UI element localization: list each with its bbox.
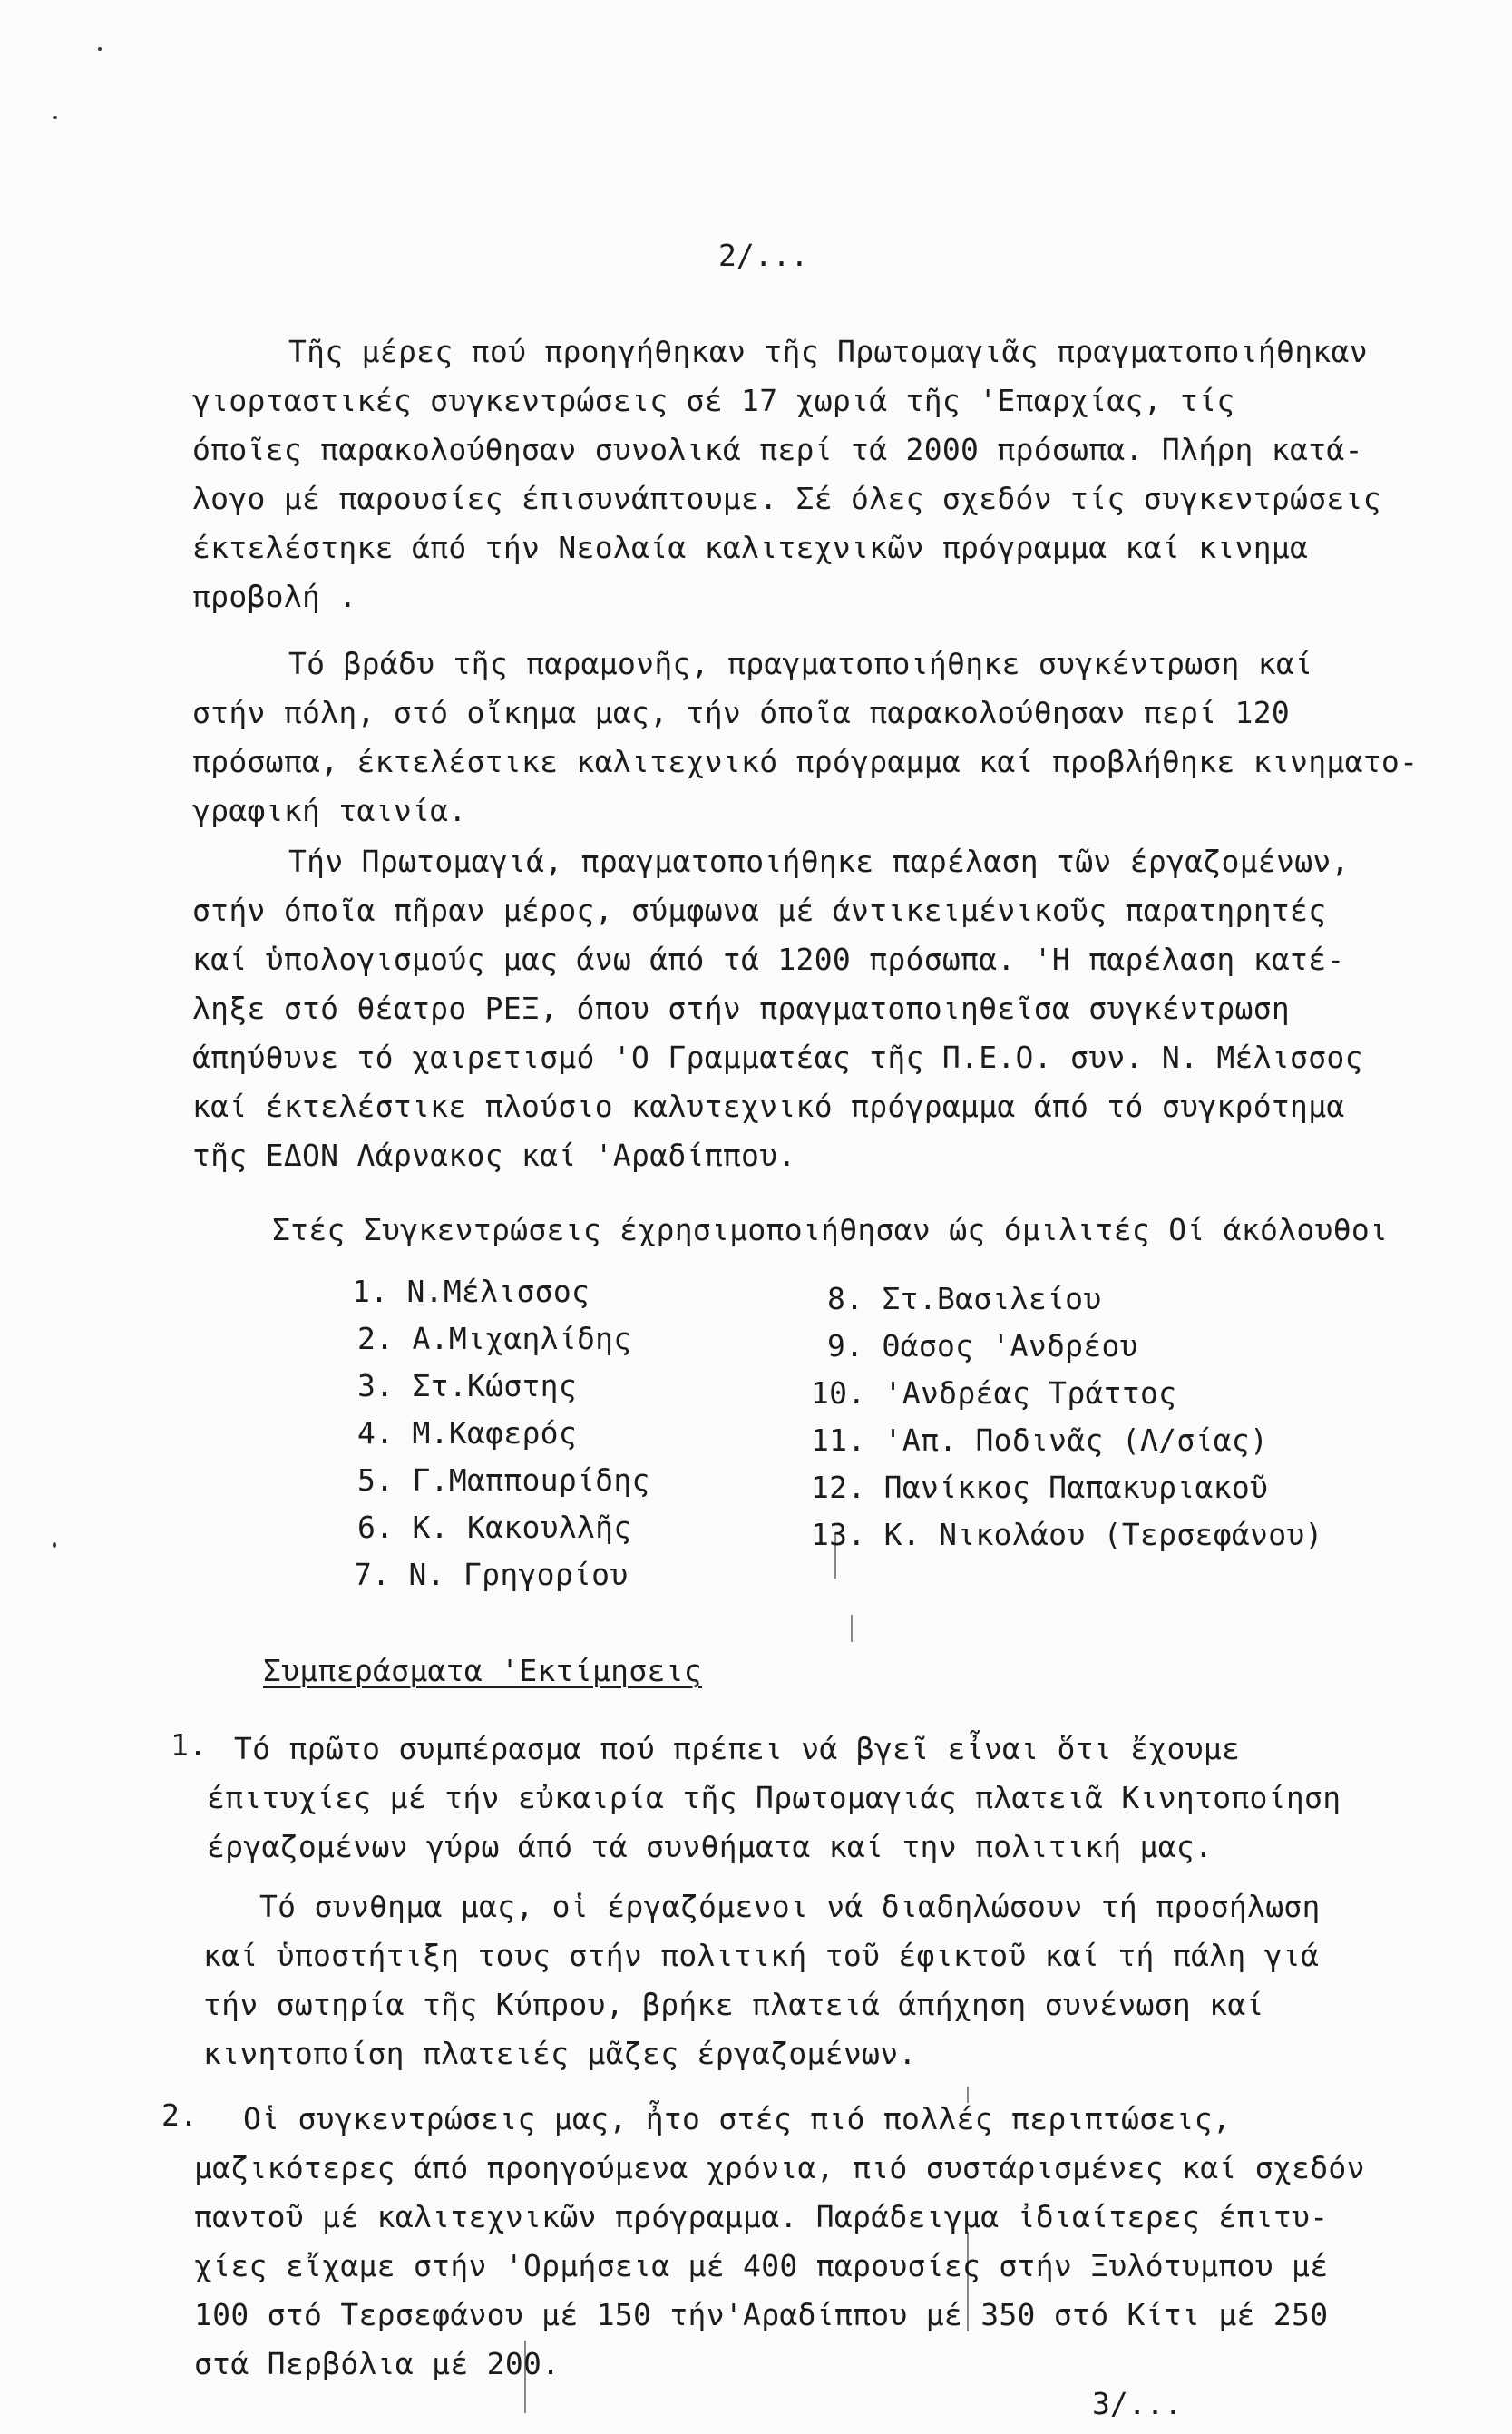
paragraph-3-line-3: καί ὑπολογισμούς μας άνω άπό τά 1200 πρόσωπα. 'Η παρέλαση κατέ- [192, 942, 1345, 977]
item-1-line-3: έργαζομένων γύρω άπό τά συνθήματα καί την πολιτική μας. [207, 1829, 1214, 1864]
paragraph-1-line-2: γιορταστικές συγκεντρώσεις σέ 17 χωριά τῆς 'Επαρχίας, τίς [192, 383, 1235, 418]
scan-speck [53, 116, 57, 119]
speaker-item: 5. Γ.Μαπποuρίδης [357, 1462, 650, 1498]
paragraph-3-line-4: ληξε στό θέατρο ΡΕΞ, όπου στήν πραγματοποιηθεῖσα συγκέντρωση [192, 991, 1291, 1026]
item-1-para-2-line-3: τήν σωτηρία τῆς Κύπρου, βρήκε πλατειά άπήχηση συνένωση καί [203, 1987, 1264, 2022]
item-2-line-5: 100 στό Τερσεφάνου μέ 150 τήν'Αραδίππου μέ 350 στό Κίτι μέ 250 [194, 2297, 1329, 2332]
item-1-line-2: έπιτυχίες μέ τήν εὐκαιρία τῆς Πρωτομαγιάς πλατειᾶ Κινητοποίηση [207, 1780, 1341, 1815]
paragraph-1-line-1: Τῆς μέρες πού προηγήθηκαν τῆς Πρωτομαγιᾶς πραγματοποιήθηκαν [288, 334, 1368, 369]
paragraph-3-line-7: τῆς ΕΔΟΝ Λάρνακος καί 'Αραδίππου. [192, 1138, 796, 1173]
scan-mark [851, 1615, 853, 1642]
item-2-line-3: παντοῦ μέ καλιτεχνικῶν πρόγραμμα. Παράδειγμα ἰδιαίτερες έπιτυ- [194, 2199, 1329, 2234]
paragraph-1-line-3: όποῖες παρακολούθησαν συνολικά περί τά 2000 πρόσωπα. Πλήρη κατά- [192, 432, 1363, 467]
page-number-bottom: 3/... [1092, 2386, 1183, 2421]
paragraph-3-line-6: καί έκτελέστικε πλούσιο καλυτεχνικό πρόγραμμα άπό τό συγκρότημα [192, 1089, 1345, 1124]
item-1-number: 1. [171, 1727, 208, 1763]
speaker-item: 9. Θάσος 'Ανδρέου [827, 1328, 1138, 1364]
speakers-intro: Στές Συγκεντρώσεις έχρησιμοποιήθησαν ώς όμιλιτές Οί άκόλουθοι [272, 1212, 1389, 1247]
item-2-line-1: Οἱ συγκεντρώσεις μας, ἦτο στές πιό πολλές περιπτώσεις, [243, 2101, 1232, 2136]
speaker-item: 13. Κ. Νικολάου (Τερσεφάνου) [811, 1517, 1323, 1552]
paragraph-1-line-4: λογο μέ παρουσίες έπισυνάπτουμε. Σέ όλες σχεδόν τίς συγκεντρώσεις [192, 481, 1381, 516]
paragraph-2-line-4: γραφική ταινία. [192, 793, 467, 828]
scan-speck [98, 47, 102, 51]
speaker-item: 3. Στ.Κώστης [357, 1368, 578, 1403]
scan-speck [53, 1542, 56, 1548]
conclusions-heading: Συμπεράσματα 'Εκτίμησεις [263, 1653, 703, 1688]
speaker-item: 1. Ν.Μέλισσος [352, 1274, 590, 1309]
paragraph-3-line-5: άπηύθυνε τό χαιρετισμό 'Ο Γραμματέας τῆς Π.Ε.Ο. συν. Ν. Μέλισσος [192, 1040, 1363, 1075]
speaker-item: 4. Μ.Καφερός [357, 1415, 578, 1451]
speaker-item: 10. 'Ανδρέας Τράττος [811, 1375, 1177, 1411]
speaker-item: 2. Α.Μιχαηλίδης [357, 1321, 632, 1356]
speaker-item: 6. Κ. Κακουλλῆς [357, 1510, 632, 1545]
item-2-line-2: μαζικότερες άπό προηγούμενα χρόνια, πιό συστάρισμένες καί σχεδόν [194, 2150, 1365, 2185]
speaker-item: 12. Πανίκκος Παπακυριακοῦ [811, 1470, 1269, 1505]
paragraph-3-line-1: Τήν Πρωτομαγιά, πραγματοποιήθηκε παρέλαση τῶν έργαζομένων, [288, 844, 1350, 879]
speaker-item: 7. Ν. Γρηγορίου [354, 1557, 629, 1592]
item-1-line-1: Τό πρῶτο συμπέρασμα πού πρέπει νά βγεῖ εἶναι ὅτι ἔχουμε [234, 1731, 1241, 1766]
item-1-para-2-line-4: κινητοποίση πλατειές μᾶζες έργαζομένων. [203, 2036, 917, 2071]
paragraph-1-line-5: έκτελέστηκε άπό τήν Νεολαία καλιτεχνικῶν πρόγραμμα καί κινημα [192, 530, 1309, 565]
item-2-line-6: στά Περβόλια μέ 200. [194, 2346, 561, 2381]
paragraph-1-line-6: προβολή . [192, 579, 357, 614]
page-number-top: 2/... [718, 238, 809, 273]
speaker-item: 11. 'Απ. Ποδινᾶς (Λ/σίας) [811, 1422, 1269, 1458]
paragraph-2-line-2: στήν πόλη, στό οἴκημα μας, τήν όποῖα παρακολούθησαν περί 120 [192, 695, 1291, 730]
item-1-para-2-line-1: Τό συνθημα μας, οἱ έργαζόμενοι νά διαδηλώσουν τή προσήλωση [259, 1889, 1321, 1924]
paragraph-2-line-1: Τό βράδυ τῆς παραμονῆς, πραγματοποιήθηκε συγκέντρωση καί [288, 646, 1313, 681]
item-2-number: 2. [161, 2097, 199, 2133]
speaker-item: 8. Στ.Βασιλείου [827, 1281, 1102, 1316]
paragraph-3-line-2: στήν όποῖα πῆραν μέρος, σύμφωνα μέ άντικειμένικοῦς παρατηρητές [192, 893, 1327, 928]
item-1-para-2-line-2: καί ὑποστήτιξη τους στήν πολιτική τοῦ έφικτοῦ καί τή πάλη γιά [203, 1938, 1320, 1973]
paragraph-2-line-3: πρόσωπα, έκτελέστικε καλιτεχνικό πρόγραμμα καί προβλήθηκε κινηματο- [192, 744, 1419, 779]
item-2-line-4: χίες εἴχαμε στήν 'Ορμήσεια μέ 400 παρουσίες στήν Ξυλότυμπου μέ [194, 2248, 1329, 2283]
